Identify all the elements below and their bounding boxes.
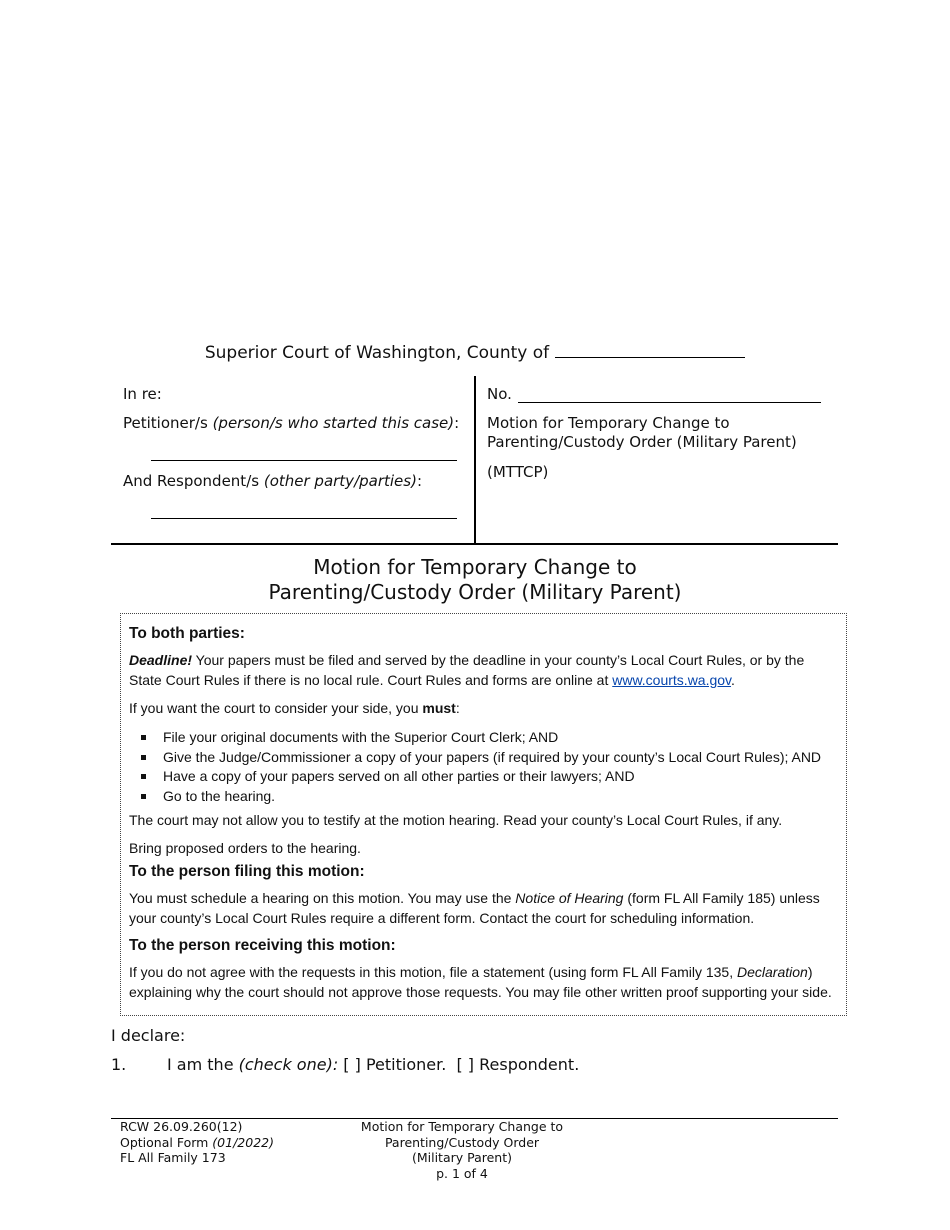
deadline-text: Your papers must be filed and served by the deadline in your county’s Local Court Rules, or by the State Court Rules if there is no local rule. Court Rules and forms are online at — [129, 652, 805, 688]
list-item: File your original documents with the Superior Court Clerk; AND — [163, 728, 838, 748]
item-number: 1. — [111, 1055, 127, 1074]
case-title-line2: Parenting/Custody Order (Military Parent) — [487, 433, 797, 451]
optional-form-line — [120, 1135, 274, 1151]
petitioner-label — [123, 414, 459, 432]
notice-of-hearing-title: Notice of Hearing — [515, 890, 624, 906]
caption-divider — [474, 376, 476, 543]
consider-must: must — [422, 700, 456, 716]
list-item: Give the Judge/Commissioner a copy of your papers (if required by your county’s Local Court Rules); AND — [163, 748, 838, 768]
court-heading — [0, 343, 950, 363]
caption-rule — [111, 543, 838, 545]
form-abbreviation: (MTTCP) — [487, 463, 549, 481]
testify-paragraph: The court may not allow you to testify at the motion hearing. Read your county’s Local Court Rules, if any. — [129, 812, 783, 828]
filing-heading: To the person filing this motion: — [129, 863, 365, 880]
list-item: Go to the hearing. — [163, 787, 838, 807]
receiving-post: ) explaining why the court should not approve those requests. You may file other written proof supporting your side. — [129, 964, 832, 1000]
case-number-field[interactable] — [518, 402, 821, 403]
optional-form: Optional Form — [120, 1134, 209, 1150]
deadline-paragraph — [129, 650, 838, 690]
consider-pre: If you want the court to consider your side, you — [129, 700, 423, 716]
notice-box — [120, 613, 847, 1016]
declaration-title: Declaration — [737, 964, 808, 980]
case-number-label: No. — [487, 385, 512, 403]
respondent-name-field[interactable] — [151, 518, 457, 519]
receiving-pre: If you do not agree with the requests in this motion, file a statement (using form FL All Family 135, — [129, 964, 737, 980]
footer-left — [120, 1119, 274, 1166]
item-text: I am the — [167, 1055, 239, 1074]
page-title-line2: Parenting/Custody Order (Military Parent) — [268, 580, 682, 604]
filing-post: (form FL All Family 185) unless your county’s Local Court Rules require a different form. Contact the court for scheduling information. — [129, 890, 820, 926]
page-title-line1: Motion for Temporary Change to — [313, 555, 637, 579]
respondent-checkbox[interactable]: [ ] Respondent. — [456, 1055, 580, 1074]
footer-center — [340, 1119, 584, 1181]
bring-orders-paragraph: Bring proposed orders to the hearing. — [129, 840, 361, 856]
form-date: (01/2022) — [212, 1134, 274, 1150]
page-number: p. 1 of 4 — [436, 1165, 488, 1181]
both-parties-heading: To both parties: — [129, 625, 245, 642]
respondent-hint: (other party/parties) — [263, 472, 417, 490]
list-item: Have a copy of your papers served on all other parties or their lawyers; AND — [163, 767, 838, 787]
colon: : — [416, 472, 423, 490]
check-one-hint: (check one): — [238, 1055, 339, 1074]
party-role-item — [167, 1055, 579, 1074]
court-heading-text: Superior Court of Washington, County of — [204, 343, 550, 363]
form-id: FL All Family 173 — [120, 1150, 226, 1165]
filing-pre: You must schedule a hearing on this motion. You may use the — [129, 890, 516, 906]
colon: : — [454, 414, 460, 432]
case-title — [487, 414, 797, 452]
respondent-label — [123, 472, 422, 490]
consider-paragraph — [129, 698, 838, 718]
deadline-label: Deadline! — [129, 652, 193, 668]
respondent-label-text: And Respondent/s — [123, 472, 260, 490]
rcw-citation: RCW 26.09.260(12) — [120, 1119, 243, 1134]
filing-paragraph — [129, 888, 838, 928]
county-field[interactable] — [555, 356, 745, 358]
courts-link[interactable]: www.courts.wa.gov — [612, 672, 732, 688]
receiving-heading: To the person receiving this motion: — [129, 937, 396, 954]
receiving-paragraph — [129, 962, 838, 1002]
link-after: . — [731, 672, 735, 688]
declare-heading: I declare: — [111, 1026, 186, 1045]
in-re-label: In re: — [123, 385, 162, 403]
footer-title-line2: Parenting/Custody Order — [384, 1134, 540, 1150]
case-title-line1: Motion for Temporary Change to — [487, 414, 730, 432]
page-title — [0, 555, 950, 605]
footer-title-line1: Motion for Temporary Change to — [360, 1119, 564, 1134]
requirements-list — [129, 728, 838, 806]
petitioner-label-text: Petitioner/s — [123, 414, 208, 432]
petitioner-name-field[interactable] — [151, 460, 457, 461]
petitioner-hint: (person/s who started this case) — [212, 414, 455, 432]
footer-title-line3: (Military Parent) — [411, 1150, 513, 1165]
petitioner-checkbox[interactable]: [ ] Petitioner. — [343, 1055, 447, 1074]
consider-post: : — [455, 700, 460, 716]
